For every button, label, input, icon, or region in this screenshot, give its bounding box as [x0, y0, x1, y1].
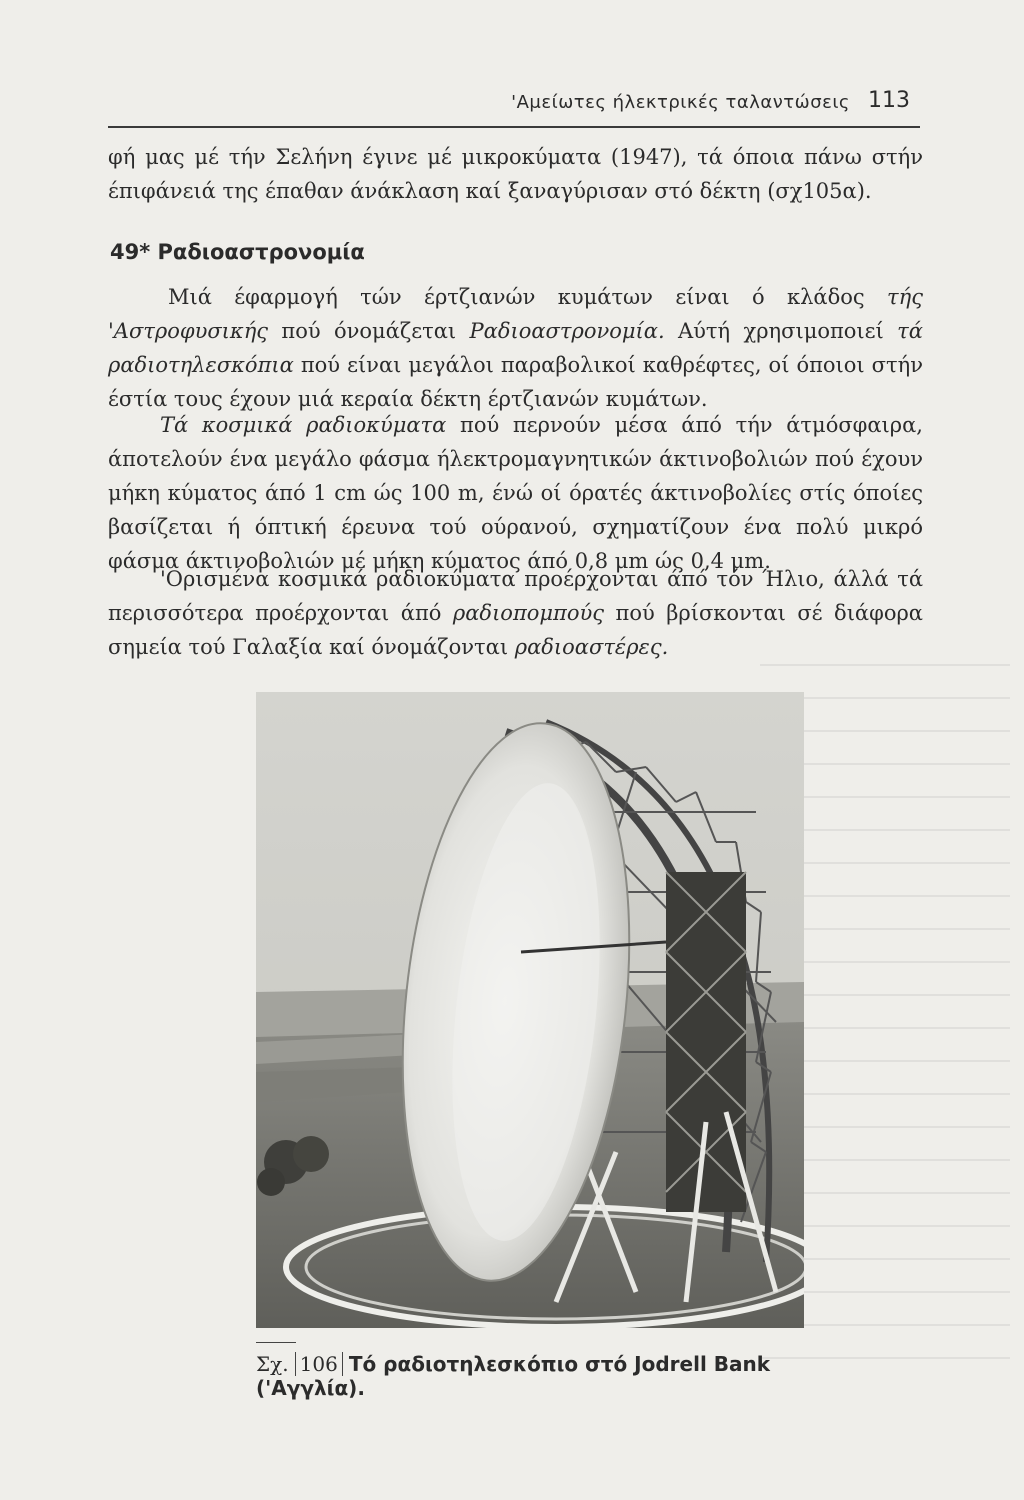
figure-caption-text: Τό ραδιοτηλεσκόπιο στό Jodrell Bank ('Αγγλία).: [256, 1352, 771, 1400]
italic-term: ραδιοαστέρες.: [514, 635, 669, 659]
paragraph-radio-astronomy: [108, 280, 923, 416]
italic-term: τά ραδιοτηλεσκόπια: [108, 319, 923, 377]
text-run: Μιά έφαρμογή τών έρτζιανών κυμάτων είναι ό κλάδος: [168, 285, 865, 309]
caption-rule: [256, 1342, 296, 1343]
italic-term: Ραδιοαστρονομία.: [469, 319, 665, 343]
section-heading: [110, 240, 365, 264]
running-header: [108, 86, 920, 128]
italic-term: Τά κοσμικά ραδιοκύματα: [160, 413, 447, 437]
paragraph-cosmic-waves: [108, 408, 923, 578]
running-header-title: 'Αμείωτες ήλεκτρικές ταλαντώσεις: [511, 92, 850, 113]
paragraph-radio-stars: [108, 562, 923, 664]
telescope-illustration: [256, 692, 804, 1328]
figure-number: 106: [295, 1352, 343, 1376]
text-run: πού περνούν μέσα άπό τήν άτμόσφαιρα, άποτελούν ένα μεγάλο φάσμα ήλεκτρομαγνητικών άκτινοβολιών πού έχουν μήκη κύματος άπό 1 cm ώς 100 m, ένώ οί όρατές άκτινοβολίες στίς όποίες βασίζεται ή όπτική έρευνα τού ούρανού, σχηματίζουν ένα πολύ μικρό φάσμα άκτινοβολιών μέ μήκη κύματος άπό 0,8 μm ώς 0,4 μm.: [108, 413, 923, 573]
radio-telescope-photo: [256, 692, 804, 1328]
text-run: πού είναι μεγάλοι παραβολικοί καθρέφτες, οί όποιοι στήν έστία τους έχουν μιά κεραία δέκτη έρτζιανών κυμάτων.: [108, 353, 923, 411]
text-run: Αύτή χρησιμοποιεί: [677, 319, 884, 343]
figure-label: Σχ.: [256, 1352, 289, 1376]
paragraph-intro: φή μας μέ τήν Σελήνη έγινε μέ μικροκύματα (1947), τά όποια πάνω στήν έπιφάνειά της έπαθαν άνάκλαση καί ξαναγύρισαν στό δέκτη (σχ105α).: [108, 145, 923, 203]
italic-term: ραδιοπομπούς: [452, 601, 605, 625]
italic-term: τής 'Αστροφυσικής: [108, 285, 923, 343]
section-title: Ραδιοαστρονομία: [157, 240, 365, 264]
figure-caption: [256, 1352, 816, 1400]
text-run: 'Ορισμένα κοσμικά ραδιοκύματα προέρχονται άπό τόν Ήλιο, άλλά τά περισσότερα προέρχονται άπό: [108, 567, 923, 625]
text-run: πού βρίσκονται σέ διάφορα σημεία τού Γαλαξία καί όνομάζονται: [108, 601, 923, 659]
section-number: 49*: [110, 240, 151, 264]
page-number: 113: [868, 88, 910, 113]
text-run: πού όνομάζεται: [281, 319, 457, 343]
